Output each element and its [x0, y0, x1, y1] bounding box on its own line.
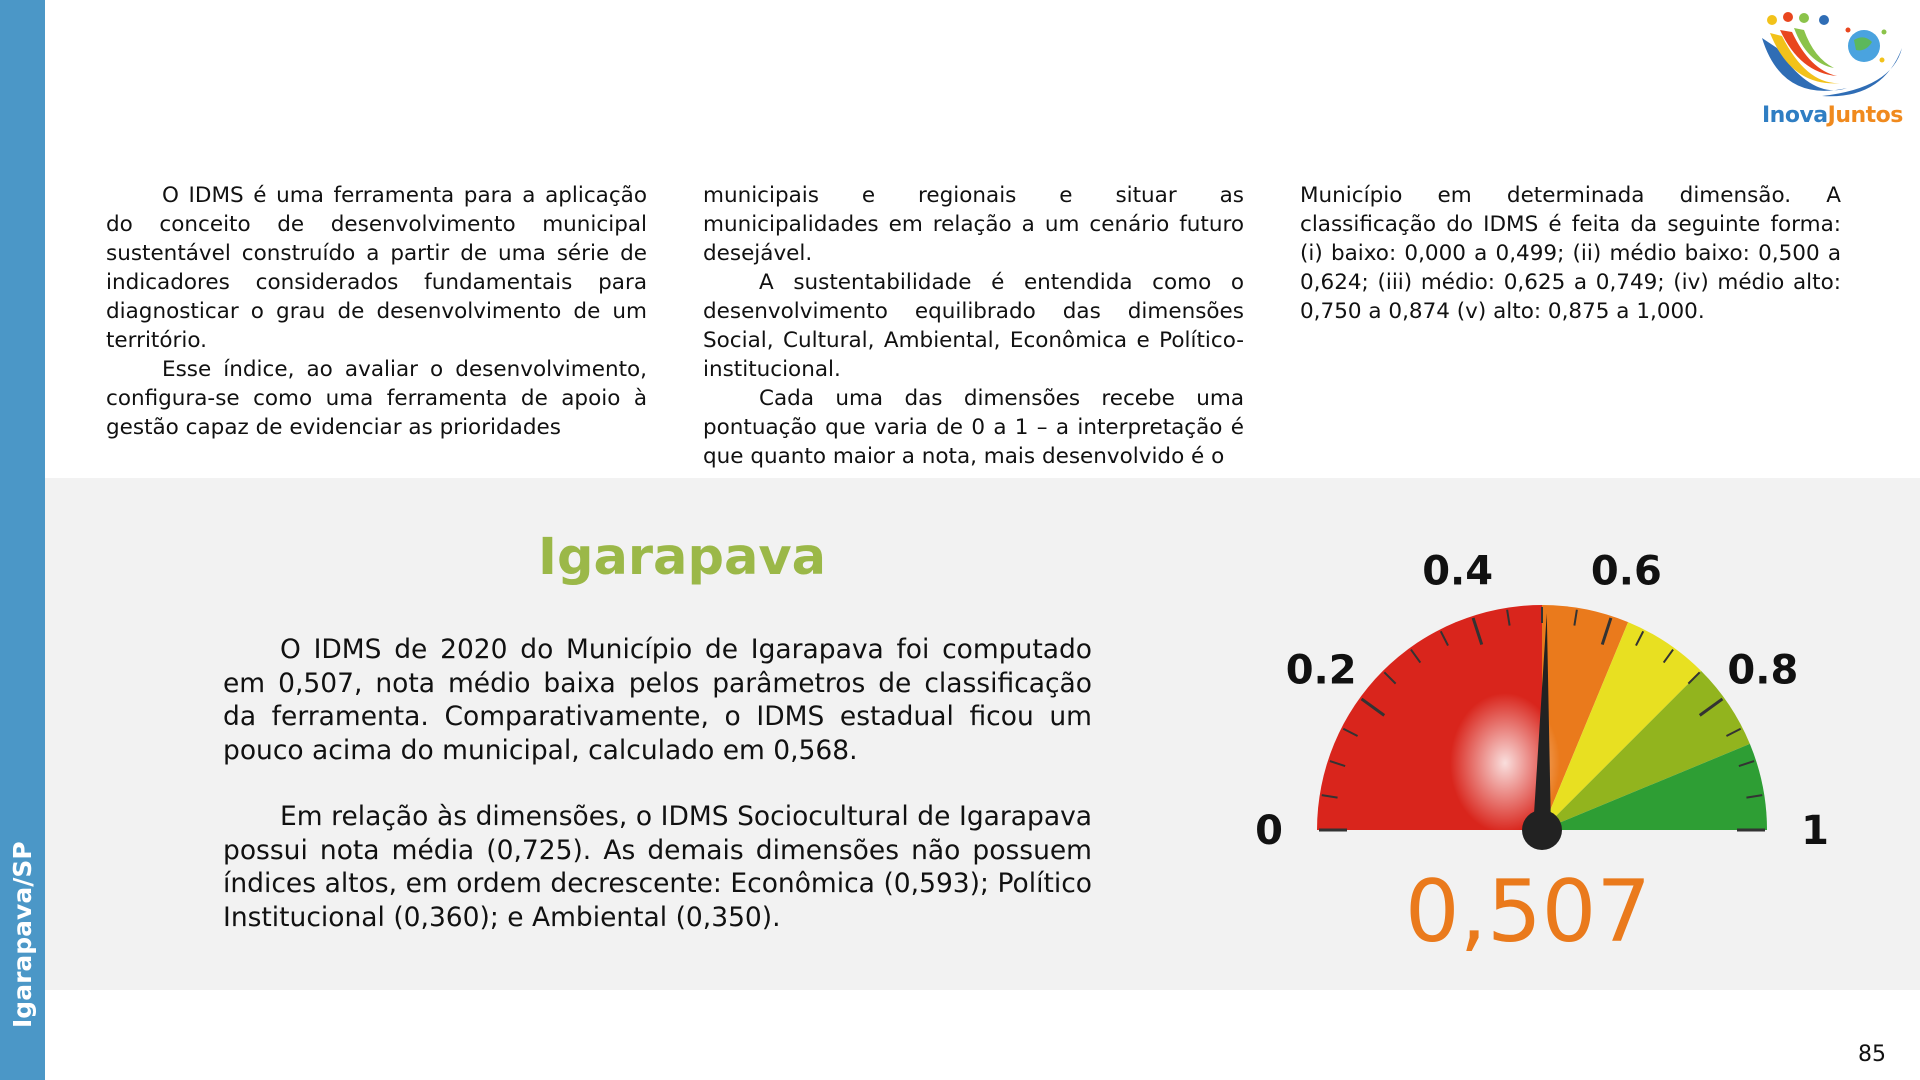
logo-graphic	[1752, 8, 1912, 108]
logo-text: InovaJuntos	[1762, 103, 1903, 128]
sidebar-label: Igarapava/SP	[8, 841, 37, 1028]
gauge-tick-label: 0.6	[1590, 548, 1662, 595]
intro-paragraph: Cada uma das dimensões recebe uma pontuação que varia de 0 a 1 – a interpretação é que quanto maior a nota, mais desenvolvido é o	[703, 386, 1244, 469]
intro-paragraph: A sustentabilidade é entendida como o desenvolvimento equilibrado das dimensões Social, Cultural, Ambiental, Econômica e Político-institucional.	[703, 270, 1244, 382]
gauge-tick-label: 0.8	[1727, 647, 1799, 694]
intro-column-1	[106, 181, 647, 442]
page-number: 85	[1858, 1042, 1886, 1067]
gauge-needle-hub	[1522, 810, 1562, 850]
gauge-tick-label: 0.4	[1422, 548, 1494, 595]
intro-column-2	[703, 181, 1244, 471]
intro-column-3	[1300, 181, 1841, 326]
intro-columns	[106, 181, 1841, 469]
gauge-value-label: 0,507	[1404, 862, 1652, 962]
intro-paragraph: O IDMS é uma ferramenta para a aplicação do conceito de desenvolvimento municipal sustentável construído a partir de uma série de indicadores considerados fundamentais para diagnosticar o grau de desenvolvimento de um território.	[106, 183, 647, 353]
summary-paragraph: Em relação às dimensões, o IDMS Sociocultural de Igarapava possui nota média (0,725). As demais dimensões não possuem índices altos, em ordem decrescente: Econômica (0,593); Político Institucional (0,360); e Ambiental (0,350).	[223, 801, 1092, 933]
city-summary	[223, 633, 1092, 967]
gauge-tick-label: 0.2	[1285, 647, 1357, 694]
intro-paragraph: municipais e regionais e situar as municipalidades em relação a um cenário futuro desejável.	[703, 183, 1244, 266]
idms-gauge	[1255, 548, 1829, 968]
inova-juntos-logo	[1752, 8, 1912, 138]
intro-paragraph: Município em determinada dimensão. A classificação do IDMS é feita da seguinte forma: (i) baixo: 0,000 a 0,499; (ii) médio baixo: 0,500 a 0,624; (iii) médio: 0,625 a 0,749; (iv) médio alto: 0,750 a 0,874 (v) alto: 0,875 a 1,000.	[1300, 183, 1841, 324]
gauge-tick-label: 0	[1255, 808, 1283, 854]
summary-paragraph: O IDMS de 2020 do Município de Igarapava foi computado em 0,507, nota médio baixa pelos parâmetros de classificação da ferramenta. Comparativamente, o IDMS estadual ficou um pouco acima do municipal, calculado em 0,568.	[223, 634, 1092, 766]
city-title: Igarapava	[538, 528, 827, 587]
intro-paragraph: Esse índice, ao avaliar o desenvolvimento, configura-se como uma ferramenta de apoio à gestão capaz de evidenciar as prioridades	[106, 357, 647, 440]
gauge-tick-label: 1	[1801, 808, 1829, 854]
sidebar	[0, 0, 45, 1080]
